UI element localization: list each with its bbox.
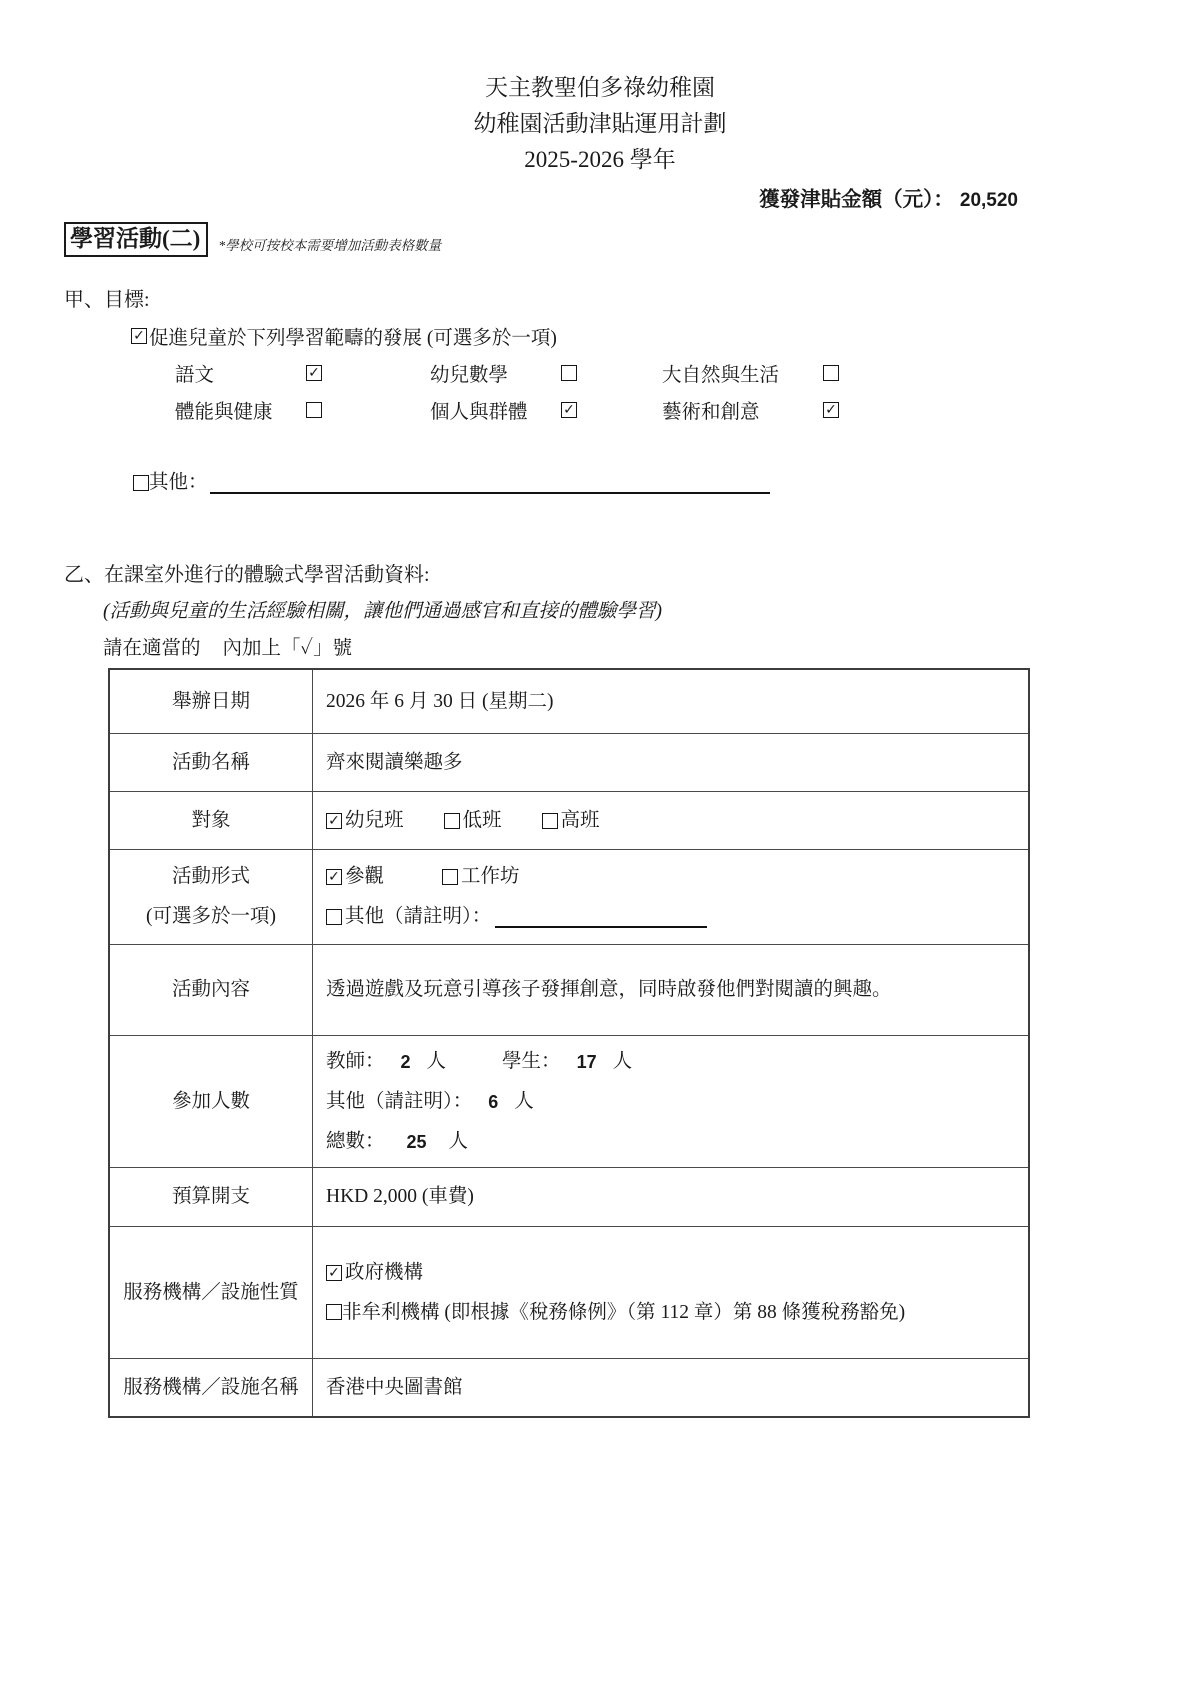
domain-physical-health [175, 396, 322, 424]
students-label: 學生： [502, 1050, 561, 1072]
org-name-label: 服務機構／設施名稱 [110, 1359, 313, 1416]
domain-language [175, 359, 322, 387]
format-visit-label: 參觀 [345, 866, 385, 887]
cb-art-creativity[interactable]: ✓ [823, 402, 839, 418]
format-other-label: 其他（請註明）： [345, 906, 492, 927]
org-name-value: 香港中央圖書館 [326, 1376, 463, 1398]
content-value: 透過遊戲及玩意引導孩子發揮創意，同時啟發他們對閱讀的興趣。 [326, 979, 892, 1000]
section-note: *學校可按校本需要增加活動表格數量 [218, 238, 442, 253]
table-row-date [110, 670, 1028, 733]
domain-early-math-label: 幼兒數學 [430, 365, 509, 386]
learning-domain-grid [175, 359, 1200, 424]
format-option-workshop [442, 857, 520, 897]
domain-language-label: 語文 [175, 365, 215, 386]
cb-org-nonprofit[interactable] [326, 1304, 342, 1320]
table-row-org-name [110, 1358, 1028, 1416]
part-b-heading: 乙、在課室外進行的體驗式學習活動資料: [64, 564, 430, 586]
unit-persons: 人 [426, 1050, 447, 1072]
date-label: 舉辦日期 [110, 670, 313, 733]
format-option-other [326, 897, 491, 937]
cb-physical-health[interactable] [306, 402, 322, 418]
subsidy-amount: 20,520 [959, 190, 1018, 211]
teachers-count: 2 [400, 1051, 411, 1072]
org-nonprofit-label: 非牟利機構 (即根據《稅務條例》（第 112 章）第 88 條獲稅務豁免) [342, 1302, 906, 1323]
other-objective-label: 其他： [149, 472, 208, 493]
format-label-note: (可選多於一項) [146, 906, 276, 927]
section-title: 學習活動(二) [64, 222, 208, 257]
org-nature-label: 服務機構／設施性質 [110, 1227, 313, 1358]
org-government-label: 政府機構 [345, 1262, 424, 1283]
format-label: 活動形式 [171, 866, 250, 887]
target-label: 對象 [110, 792, 313, 849]
domain-personal-group-label: 個人與群體 [430, 402, 528, 423]
cb-early-math[interactable] [561, 365, 577, 381]
domain-art-creativity [662, 396, 839, 424]
document-header [0, 0, 1200, 178]
date-value: 2026 年 6 月 30 日 (星期二) [326, 690, 554, 712]
part-b-instruction [103, 632, 1200, 660]
domain-art-creativity-label: 藝術和創意 [662, 402, 760, 423]
target-option-k2 [444, 801, 502, 841]
cb-personal-group[interactable]: ✓ [561, 402, 577, 418]
subsidy-line [0, 182, 1200, 212]
instruction-box-gap [201, 646, 223, 647]
format-other-blank[interactable] [495, 906, 707, 928]
domain-nature-life-label: 大自然與生活 [662, 365, 780, 386]
table-row-activity-name [110, 733, 1028, 791]
target-option-k1 [326, 801, 404, 841]
budget-label: 預算開支 [110, 1168, 313, 1226]
activity-name-value: 齊來閱讀樂趣多 [326, 751, 463, 773]
promote-label: 促進兒童於下列學習範疇的發展 (可選多於一項) [149, 328, 557, 349]
activity-name-label: 活動名稱 [110, 734, 313, 791]
cb-nature-life[interactable] [823, 365, 839, 381]
cb-target-k1[interactable]: ✓ [326, 813, 342, 829]
other-objective-blank[interactable] [210, 473, 770, 495]
table-row-budget [110, 1167, 1028, 1226]
part-b-note: (活動與兒童的生活經驗相關，讓他們通過感官和直接的體驗學習) [103, 601, 662, 622]
others-count: 6 [488, 1091, 499, 1112]
unit-persons: 人 [514, 1090, 534, 1112]
budget-value: HKD 2,000 (車費) [326, 1186, 474, 1207]
unit-persons: 人 [612, 1050, 633, 1072]
table-row-org-nature [110, 1226, 1028, 1358]
cb-target-k3[interactable] [542, 813, 558, 829]
target-k3-label: 高班 [560, 809, 600, 831]
format-option-visit [326, 857, 384, 897]
unit-persons: 人 [448, 1130, 469, 1152]
others-label: 其他（請註明）： [326, 1090, 473, 1112]
teachers-label: 教師： [326, 1050, 385, 1072]
cb-target-k2[interactable] [444, 813, 460, 829]
format-workshop-label: 工作坊 [461, 866, 520, 887]
target-option-k3 [542, 801, 600, 841]
cb-format-other[interactable] [326, 909, 342, 925]
instruction-prefix: 請在適當的 [103, 638, 201, 659]
cb-format-visit[interactable]: ✓ [326, 869, 342, 885]
other-objective-line [133, 466, 1200, 494]
promote-line [131, 322, 1200, 350]
part-a-heading: 甲、目標: [64, 289, 150, 311]
plan-title: 幼稚園活動津貼運用計劃 [473, 111, 727, 136]
cb-org-government[interactable]: ✓ [326, 1265, 342, 1281]
total-count: 25 [406, 1131, 427, 1152]
table-row-participants [110, 1035, 1028, 1167]
target-k2-label: 低班 [462, 809, 502, 831]
content-label: 活動內容 [110, 945, 313, 1035]
org-nature-nonprofit [326, 1293, 1014, 1333]
table-row-target [110, 791, 1028, 849]
table-row-format [110, 849, 1028, 944]
target-k1-label: 幼兒班 [345, 809, 404, 831]
cb-promote-development[interactable]: ✓ [131, 328, 147, 344]
students-count: 17 [576, 1051, 597, 1072]
section-tag-row [64, 222, 1200, 257]
domain-physical-health-label: 體能與健康 [175, 402, 273, 423]
table-row-content [110, 944, 1028, 1035]
activity-table [108, 668, 1030, 1418]
domain-early-math [430, 359, 577, 387]
domain-nature-life [662, 359, 839, 387]
org-nature-government [326, 1253, 423, 1293]
cb-language[interactable]: ✓ [306, 365, 322, 381]
school-name: 天主教聖伯多祿幼稚園 [485, 75, 715, 100]
subsidy-label: 獲發津貼金額（元）： [759, 189, 954, 211]
cb-other-objective[interactable] [133, 475, 149, 491]
total-label: 總數： [326, 1130, 385, 1152]
cb-format-workshop[interactable] [442, 869, 458, 885]
participants-label: 參加人數 [110, 1036, 313, 1167]
instruction-suffix: 內加上「✓」號 [222, 638, 353, 659]
school-year: 2025-2026 學年 [524, 147, 676, 172]
domain-personal-group [430, 396, 577, 424]
